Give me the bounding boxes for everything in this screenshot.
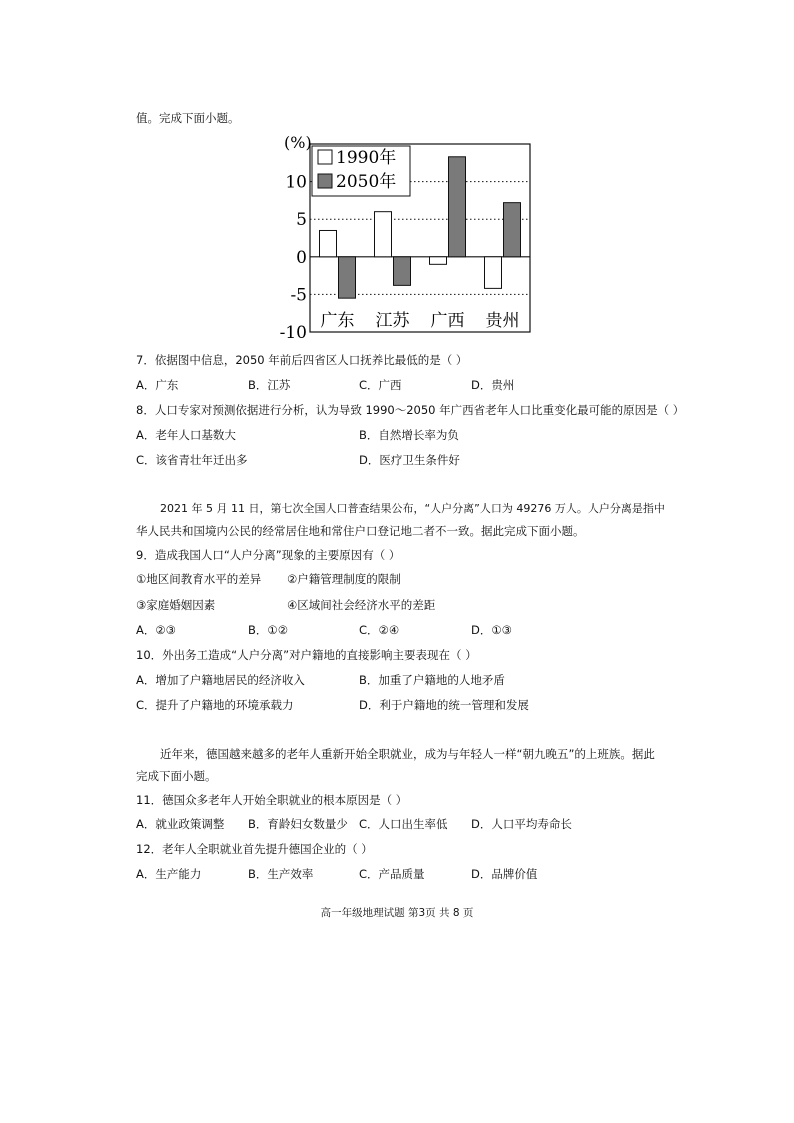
- legend-label-1990: 1990年: [336, 148, 397, 168]
- page-footer: 高一年级地理试题 第3页 共 8 页: [320, 907, 474, 919]
- q11-option-d[interactable]: D．人口平均寿命长: [471, 817, 572, 831]
- legend-label-2050: 2050年: [336, 172, 397, 192]
- q8-stem: 8．人口专家对预测依据进行分析，认为导致 1990～2050 年广西省老年人口比重变化最可能的原因是（ ）: [136, 403, 685, 417]
- q12-option-d[interactable]: D．品牌价值: [471, 867, 538, 881]
- q7-option-a[interactable]: A．广东: [136, 378, 179, 392]
- legend-swatch-2050: [318, 174, 332, 188]
- q9-statement-1: ①地区间教育水平的差异: [136, 572, 262, 586]
- y-tick-label: 10: [285, 172, 307, 193]
- intro-tail: 值。完成下面小题。: [136, 111, 240, 125]
- y-tick-label: 0: [296, 247, 307, 268]
- q9-option-d[interactable]: D．①③: [471, 623, 512, 637]
- bar-1990年-贵州: [485, 257, 502, 289]
- y-axis-unit: (%): [284, 133, 312, 152]
- legend-swatch-1990: [318, 150, 332, 164]
- passage3-line2: 完成下面小题。: [136, 769, 217, 783]
- bar-2050年-广西: [449, 157, 466, 257]
- q7-option-d[interactable]: D．贵州: [471, 378, 515, 392]
- q8-option-a[interactable]: A．老年人口基数大: [136, 428, 236, 442]
- x-tick-label: 贵州: [485, 311, 520, 331]
- q10-option-a[interactable]: A．增加了户籍地居民的经济收入: [136, 673, 305, 687]
- chart-legend: [312, 146, 410, 196]
- y-tick-label: 5: [296, 210, 307, 231]
- x-tick-label: 广东: [320, 311, 355, 331]
- q7-option-b[interactable]: B．江苏: [248, 378, 291, 392]
- q10-option-b[interactable]: B．加重了户籍地的人地矛盾: [359, 673, 505, 687]
- q9-statement-2: ②户籍管理制度的限制: [287, 572, 401, 586]
- q11-stem: 11．德国众多老年人开始全职就业的根本原因是（ ）: [136, 793, 408, 807]
- y-tick-label: -10: [280, 323, 307, 340]
- q10-option-c[interactable]: C．提升了户籍地的环境承载力: [136, 698, 294, 712]
- q12-option-a[interactable]: A．生产能力: [136, 867, 202, 881]
- bar-1990年-广西: [430, 257, 447, 265]
- q9-option-c[interactable]: C．②④: [359, 623, 400, 637]
- q8-option-d[interactable]: D．医疗卫生条件好: [359, 453, 460, 467]
- passage2-line1: 2021 年 5 月 11 日，第七次全国人口普查结果公布，“人户分离”人口为 49276 万人。人户分离是指中: [160, 502, 665, 515]
- bar-2050年-江苏: [394, 257, 411, 286]
- q8-option-c[interactable]: C．该省青壮年迁出多: [136, 453, 248, 467]
- q7-option-c[interactable]: C．广西: [359, 378, 402, 392]
- x-tick-label: 广西: [430, 311, 465, 331]
- q9-statement-3: ③家庭婚姻因素: [136, 598, 216, 612]
- q12-option-c[interactable]: C．产品质量: [359, 867, 425, 881]
- q11-option-c[interactable]: C．人口出生率低: [359, 817, 448, 831]
- bar-1990年-江苏: [375, 212, 392, 257]
- passage2-line2: 华人民共和国境内公民的经常居住地和常住户口登记地二者不一致。据此完成下面小题。: [136, 524, 585, 538]
- passage3-line1: 近年来，德国越来越多的老年人重新开始全职就业，成为与年轻人一样“朝九晚五”的上班族。据此: [160, 747, 655, 761]
- bar-2050年-广东: [339, 257, 356, 298]
- q7-stem: 7．依据图中信息，2050 年前后四省区人口抚养比最低的是（ ）: [136, 353, 468, 367]
- q12-option-b[interactable]: B．生产效率: [248, 867, 314, 881]
- bar-2050年-贵州: [504, 203, 521, 257]
- q9-option-b[interactable]: B．①②: [248, 623, 289, 637]
- q9-stem: 9．造成我国人口“人户分离”现象的主要原因有（ ）: [136, 548, 401, 562]
- q10-option-d[interactable]: D．利于户籍地的统一管理和发展: [359, 698, 529, 712]
- bar-chart: [280, 130, 540, 340]
- q9-option-a[interactable]: A．②③: [136, 623, 176, 637]
- x-tick-label: 江苏: [375, 311, 410, 331]
- q9-statement-4: ④区域间社会经济水平的差距: [287, 598, 436, 612]
- q8-option-b[interactable]: B．自然增长率为负: [359, 428, 459, 442]
- q10-stem: 10．外出务工造成“人户分离”对户籍地的直接影响主要表现在（ ）: [136, 648, 477, 662]
- bar-1990年-广东: [320, 230, 337, 256]
- q12-stem: 12．老年人全职就业首先提升德国企业的（ ）: [136, 842, 373, 856]
- q11-option-a[interactable]: A．就业政策调整: [136, 817, 225, 831]
- q11-option-b[interactable]: B．育龄妇女数量少: [248, 817, 348, 831]
- y-tick-label: -5: [290, 285, 307, 306]
